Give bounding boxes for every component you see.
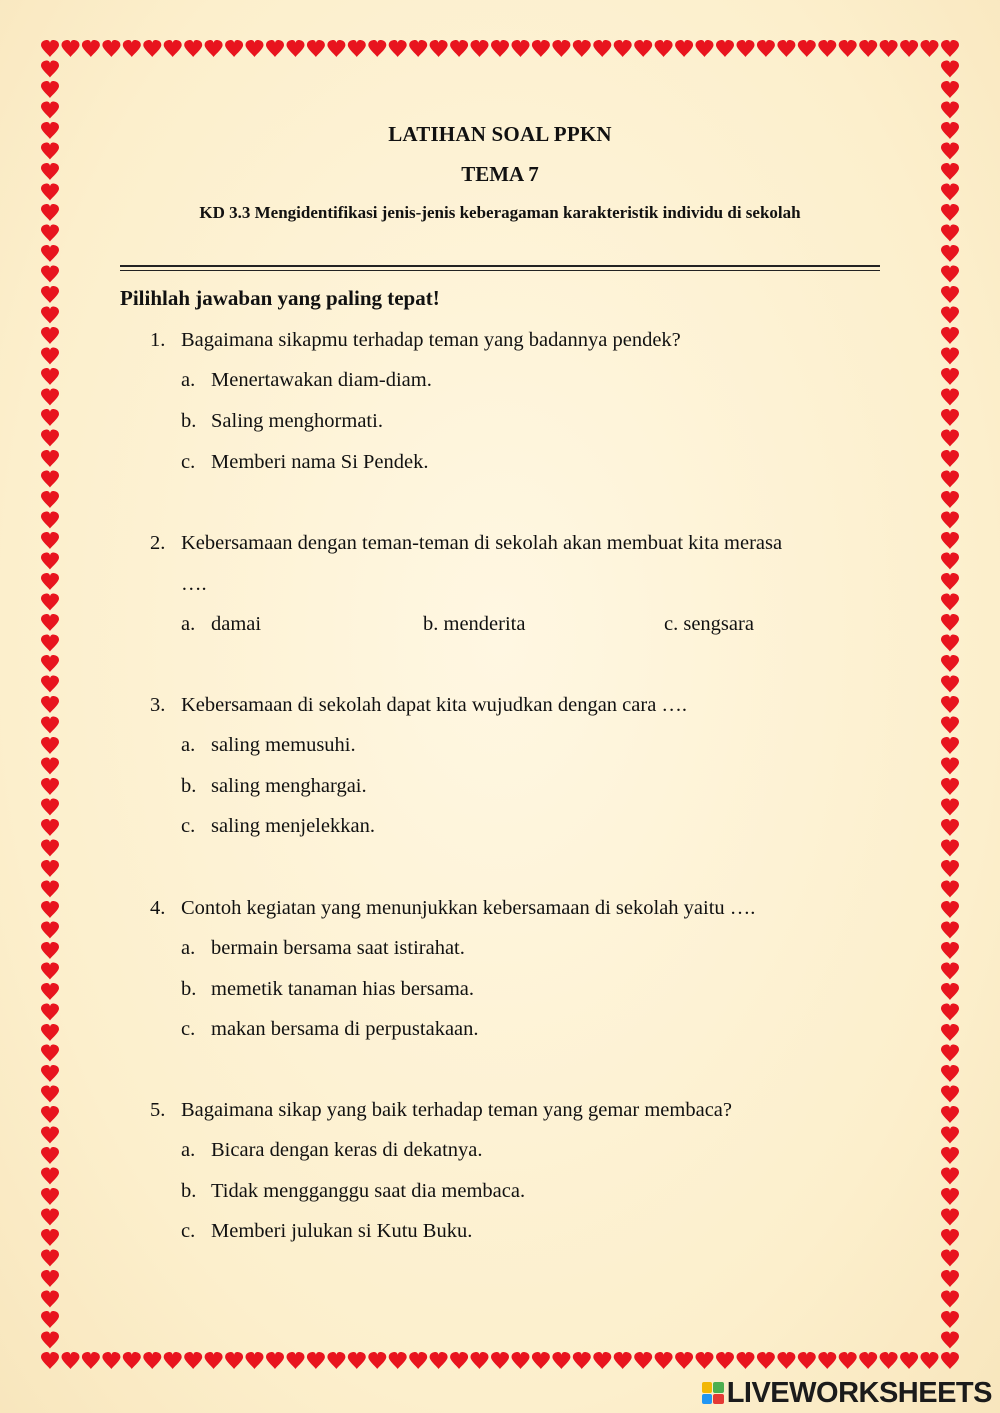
heart-icon	[41, 819, 59, 836]
heart-icon	[941, 102, 959, 119]
heart-icon	[41, 1004, 59, 1021]
heart-icon	[655, 1352, 673, 1369]
heart-icon	[941, 922, 959, 939]
heart-icon	[41, 778, 59, 795]
heart-icon	[941, 1250, 959, 1267]
heart-icon	[941, 1024, 959, 1041]
heart-icon	[941, 696, 959, 713]
heart-icon	[471, 1352, 489, 1369]
heart-icon	[41, 614, 59, 631]
option-text: Tidak mengganggu saat dia membaca.	[211, 1180, 526, 1202]
heart-icon	[696, 40, 714, 57]
heart-icon	[941, 245, 959, 262]
option-letter: c.	[181, 1018, 196, 1040]
option-5a[interactable]	[181, 1139, 483, 1162]
option-3b[interactable]	[181, 775, 367, 798]
heart-icon	[225, 1352, 243, 1369]
heart-icon	[941, 1127, 959, 1144]
question-number: 5.	[150, 1099, 166, 1121]
heart-icon	[41, 1168, 59, 1185]
option-letter: c.	[181, 451, 196, 473]
heart-icon	[941, 430, 959, 447]
heart-icon	[593, 40, 611, 57]
heart-icon	[634, 40, 652, 57]
heart-icon	[798, 1352, 816, 1369]
worksheet-theme: TEMA 7	[461, 162, 539, 186]
heart-icon	[593, 1352, 611, 1369]
heart-icon	[368, 1352, 386, 1369]
liveworksheets-logo[interactable]	[702, 1373, 992, 1413]
heart-icon	[634, 1352, 652, 1369]
heart-icon	[41, 61, 59, 78]
heart-icon	[430, 40, 448, 57]
heart-icon	[839, 1352, 857, 1369]
heart-icon	[287, 40, 305, 57]
heart-icon	[41, 1209, 59, 1226]
heart-icon	[941, 1188, 959, 1205]
heart-icon	[327, 1352, 345, 1369]
option-text: Memberi nama Si Pendek.	[211, 451, 429, 473]
heart-icon	[102, 1352, 120, 1369]
heart-icon	[941, 409, 959, 426]
option-2a[interactable]	[181, 613, 261, 636]
heart-icon	[941, 778, 959, 795]
heart-icon	[82, 40, 100, 57]
heart-icon	[41, 963, 59, 980]
logo-text: LIVEWORKSHEETS	[726, 1376, 992, 1409]
heart-icon	[757, 40, 775, 57]
heart-icon	[614, 1352, 632, 1369]
heart-icon	[41, 40, 59, 57]
heart-icon	[716, 40, 734, 57]
question-2-continuation: ….	[181, 573, 207, 595]
heart-icon	[941, 1229, 959, 1246]
heart-icon	[41, 1024, 59, 1041]
heart-icon	[41, 225, 59, 242]
question-number: 3.	[150, 694, 166, 716]
question-number: 4.	[150, 897, 166, 919]
worksheet-title: LATIHAN SOAL PPKN	[388, 122, 612, 146]
heart-icon	[41, 430, 59, 447]
option-text: saling menjelekkan.	[211, 815, 375, 837]
option-letter: b.	[181, 410, 197, 432]
heart-icon	[921, 1352, 939, 1369]
heart-icon	[41, 532, 59, 549]
heart-icon	[102, 40, 120, 57]
heart-icon	[41, 758, 59, 775]
heart-icon	[859, 1352, 877, 1369]
heart-icon	[900, 1352, 918, 1369]
heart-icon	[41, 1250, 59, 1267]
heart-icon	[941, 266, 959, 283]
heart-icon	[941, 225, 959, 242]
heart-icon	[348, 40, 366, 57]
heart-icon	[307, 1352, 325, 1369]
instruction-text: Pilihlah jawaban yang paling tepat!	[120, 286, 440, 310]
option-letter: b.	[181, 978, 197, 1000]
heart-icon	[471, 40, 489, 57]
heart-icon	[368, 40, 386, 57]
option-4b[interactable]	[181, 978, 474, 1001]
heart-icon	[184, 1352, 202, 1369]
competency-description: KD 3.3 Mengidentifikasi jenis-jenis keberagaman karakteristik individu di sekolah	[199, 203, 801, 222]
option-text: Memberi julukan si Kutu Buku.	[211, 1220, 473, 1242]
option-letter: b.	[181, 1180, 197, 1202]
heart-icon	[941, 799, 959, 816]
heart-icon	[573, 1352, 591, 1369]
option-3c[interactable]	[181, 815, 375, 838]
heart-icon	[941, 840, 959, 857]
heart-icon	[389, 40, 407, 57]
heart-icon	[941, 532, 959, 549]
option-text: sengsara	[683, 613, 754, 635]
heart-icon	[675, 40, 693, 57]
heart-icon	[307, 40, 325, 57]
heart-icon	[941, 614, 959, 631]
heart-icon	[409, 1352, 427, 1369]
heart-icon	[941, 1086, 959, 1103]
heart-icon	[614, 40, 632, 57]
heart-icon	[941, 983, 959, 1000]
heart-icon	[41, 1147, 59, 1164]
heart-icon	[41, 1065, 59, 1082]
option-text: Saling menghormati.	[211, 410, 383, 432]
heart-icon	[41, 450, 59, 467]
option-text: memetik tanaman hias bersama.	[211, 978, 474, 1000]
heart-icon	[41, 799, 59, 816]
option-4a[interactable]	[181, 937, 465, 960]
liveworksheets-logo-icon	[702, 1382, 724, 1404]
heart-icon	[532, 1352, 550, 1369]
heart-icon	[941, 553, 959, 570]
option-letter: c.	[664, 613, 679, 635]
heart-icon	[430, 1352, 448, 1369]
heart-icon	[205, 1352, 223, 1369]
header-divider	[120, 265, 880, 271]
heart-icon	[41, 901, 59, 918]
heart-icon	[41, 676, 59, 693]
question-text: Kebersamaan dengan teman-teman di sekolah akan membuat kita merasa	[181, 532, 783, 554]
heart-icon	[41, 1352, 59, 1369]
option-4c[interactable]	[181, 1018, 479, 1041]
option-5b[interactable]	[181, 1180, 525, 1203]
heart-icon	[941, 819, 959, 836]
heart-icon	[512, 40, 530, 57]
heart-icon	[737, 1352, 755, 1369]
question-text: Kebersamaan di sekolah dapat kita wujudkan dengan cara ….	[181, 694, 688, 716]
heart-icon	[287, 1352, 305, 1369]
option-letter: a.	[181, 613, 196, 635]
heart-icon	[941, 1045, 959, 1062]
heart-icon	[41, 1332, 59, 1349]
heart-icon	[941, 491, 959, 508]
option-2b[interactable]	[423, 613, 525, 636]
question-text: Contoh kegiatan yang menunjukkan kebersamaan di sekolah yaitu ….	[181, 897, 756, 919]
question-number: 2.	[150, 532, 166, 554]
heart-icon	[225, 40, 243, 57]
option-text: damai	[211, 613, 262, 635]
heart-icon	[246, 1352, 264, 1369]
heart-icon	[777, 40, 795, 57]
heart-icon	[941, 348, 959, 365]
heart-icon	[41, 1086, 59, 1103]
heart-icon	[941, 942, 959, 959]
heart-icon	[573, 40, 591, 57]
heart-icon	[450, 1352, 468, 1369]
option-text: saling memusuhi.	[211, 734, 356, 756]
heart-icon	[82, 1352, 100, 1369]
heart-icon	[880, 1352, 898, 1369]
question-number: 1.	[150, 329, 166, 351]
heart-icon	[41, 1311, 59, 1328]
heart-icon	[777, 1352, 795, 1369]
option-text: menderita	[443, 613, 526, 635]
heart-icon	[41, 102, 59, 119]
heart-icon	[941, 389, 959, 406]
heart-icon	[41, 81, 59, 98]
heart-icon	[62, 40, 80, 57]
heart-icon	[941, 594, 959, 611]
heart-icon	[818, 40, 836, 57]
option-1b[interactable]	[181, 410, 383, 433]
option-text: makan bersama di perpustakaan.	[211, 1018, 479, 1040]
heart-icon	[941, 512, 959, 529]
heart-icon	[716, 1352, 734, 1369]
heart-icon	[818, 1352, 836, 1369]
option-2c[interactable]	[664, 613, 754, 636]
heart-icon	[41, 409, 59, 426]
heart-icon	[205, 40, 223, 57]
heart-icon	[41, 389, 59, 406]
heart-icon	[41, 983, 59, 1000]
question-text: Bagaimana sikap yang baik terhadap teman yang gemar membaca?	[181, 1099, 732, 1121]
heart-icon	[41, 594, 59, 611]
heart-icon	[41, 696, 59, 713]
heart-icon	[41, 553, 59, 570]
heart-icon	[409, 40, 427, 57]
heart-icon	[164, 1352, 182, 1369]
heart-icon	[941, 327, 959, 344]
heart-icon	[450, 40, 468, 57]
option-letter: a.	[181, 937, 196, 959]
question-text: Bagaimana sikapmu terhadap teman yang badannya pendek?	[181, 329, 681, 351]
heart-icon	[941, 81, 959, 98]
option-text: bermain bersama saat istirahat.	[211, 937, 465, 959]
option-text: Menertawakan diam-diam.	[211, 369, 432, 391]
heart-icon	[552, 40, 570, 57]
heart-icon	[941, 758, 959, 775]
heart-icon	[941, 963, 959, 980]
heart-icon	[41, 471, 59, 488]
heart-icon	[41, 245, 59, 262]
heart-icon	[941, 860, 959, 877]
heart-icon	[123, 1352, 141, 1369]
heart-icon	[941, 881, 959, 898]
heart-icon	[941, 1168, 959, 1185]
option-5c[interactable]	[181, 1220, 472, 1243]
heart-icon	[41, 573, 59, 590]
heart-icon	[941, 1106, 959, 1123]
heart-icon	[41, 266, 59, 283]
heart-icon	[839, 40, 857, 57]
heart-icon	[941, 368, 959, 385]
heart-icon	[941, 676, 959, 693]
option-letter: c.	[181, 1220, 196, 1242]
option-1c[interactable]	[181, 451, 428, 474]
option-letter: b.	[423, 613, 439, 635]
heart-icon	[941, 471, 959, 488]
heart-icon	[184, 40, 202, 57]
heart-icon	[41, 942, 59, 959]
heart-icon	[41, 491, 59, 508]
heart-icon	[859, 40, 877, 57]
option-1a[interactable]	[181, 369, 432, 392]
heart-icon	[655, 40, 673, 57]
heart-icon	[164, 40, 182, 57]
heart-icon	[941, 1004, 959, 1021]
heart-icon	[512, 1352, 530, 1369]
heart-icon	[41, 368, 59, 385]
heart-icon	[941, 1065, 959, 1082]
heart-icon	[41, 922, 59, 939]
heart-icon	[41, 1291, 59, 1308]
heart-icon	[941, 635, 959, 652]
heart-icon	[941, 901, 959, 918]
heart-icon	[143, 40, 161, 57]
heart-icon	[941, 1311, 959, 1328]
heart-icon	[143, 1352, 161, 1369]
heart-icon	[491, 40, 509, 57]
heart-icon	[41, 840, 59, 857]
heart-icon	[941, 61, 959, 78]
heart-icon	[389, 1352, 407, 1369]
heart-icon	[266, 1352, 284, 1369]
heart-icon	[266, 40, 284, 57]
heart-icon	[41, 1188, 59, 1205]
heart-icon	[941, 286, 959, 303]
heart-icon	[41, 1229, 59, 1246]
heart-icon	[41, 737, 59, 754]
heart-icon	[757, 1352, 775, 1369]
heart-icon	[941, 737, 959, 754]
heart-icon	[41, 860, 59, 877]
heart-icon	[675, 1352, 693, 1369]
option-text: Bicara dengan keras di dekatnya.	[211, 1139, 483, 1161]
option-text: saling menghargai.	[211, 775, 367, 797]
heart-icon	[62, 1352, 80, 1369]
heart-icon	[41, 1045, 59, 1062]
heart-icon	[41, 1106, 59, 1123]
option-letter: b.	[181, 775, 197, 797]
heart-icon	[941, 1332, 959, 1349]
heart-icon	[41, 717, 59, 734]
heart-icon	[41, 307, 59, 324]
heart-icon	[941, 307, 959, 324]
heart-icon	[41, 881, 59, 898]
heart-icon	[41, 1270, 59, 1287]
heart-icon	[880, 40, 898, 57]
heart-icon	[41, 1127, 59, 1144]
heart-icon	[41, 512, 59, 529]
heart-icon	[921, 40, 939, 57]
heart-icon	[41, 348, 59, 365]
option-letter: a.	[181, 1139, 196, 1161]
heart-icon	[941, 40, 959, 57]
heart-icon	[532, 40, 550, 57]
heart-icon	[348, 1352, 366, 1369]
option-letter: a.	[181, 369, 196, 391]
heart-icon	[941, 1291, 959, 1308]
heart-icon	[941, 450, 959, 467]
heart-icon	[737, 40, 755, 57]
heart-icon	[941, 655, 959, 672]
heart-icon	[123, 40, 141, 57]
heart-icon	[41, 655, 59, 672]
heart-icon	[941, 573, 959, 590]
heart-icon	[941, 1270, 959, 1287]
option-letter: a.	[181, 734, 196, 756]
option-letter: c.	[181, 815, 196, 837]
heart-icon	[41, 635, 59, 652]
heart-icon	[798, 40, 816, 57]
heart-icon	[491, 1352, 509, 1369]
heart-icon	[327, 40, 345, 57]
heart-icon	[941, 717, 959, 734]
heart-icon	[552, 1352, 570, 1369]
heart-icon	[941, 1147, 959, 1164]
heart-icon	[941, 1352, 959, 1369]
heart-icon	[900, 40, 918, 57]
heart-icon	[941, 1209, 959, 1226]
heart-icon	[41, 286, 59, 303]
heart-icon	[696, 1352, 714, 1369]
heart-icon	[41, 327, 59, 344]
option-3a[interactable]	[181, 734, 356, 757]
heart-icon	[246, 40, 264, 57]
